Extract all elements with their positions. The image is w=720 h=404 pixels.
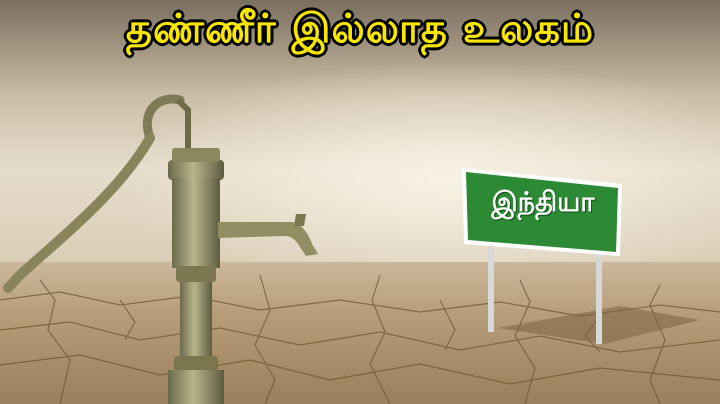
sign-label: இந்தியா: [491, 187, 595, 218]
headline-text: தண்ணீர் இல்லாத உலகம்: [125, 6, 595, 52]
